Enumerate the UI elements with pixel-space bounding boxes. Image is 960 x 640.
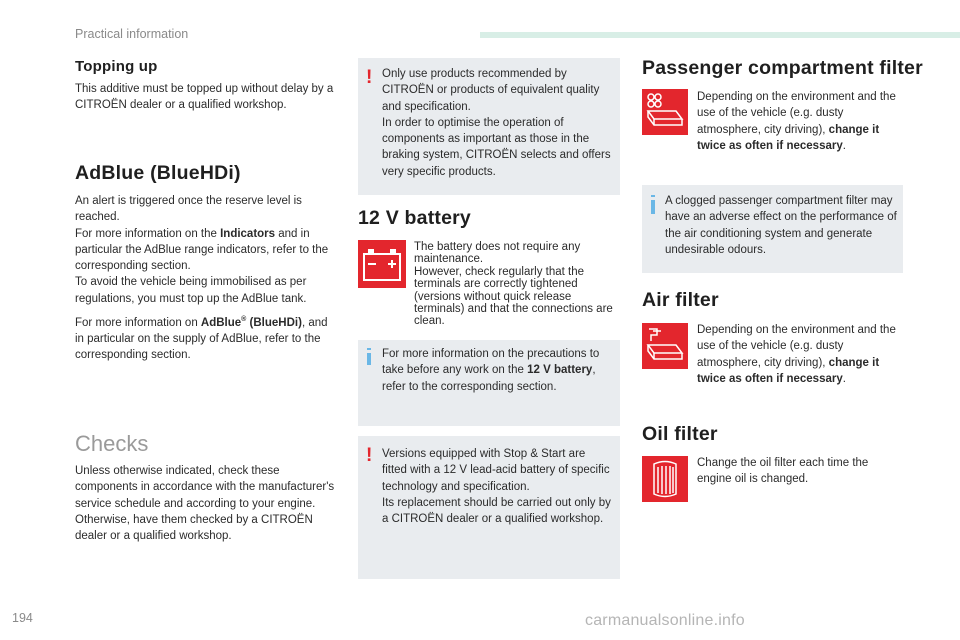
oil-filter-icon [642,456,688,502]
adblue-tank-text: To avoid the vehicle being immobilised as per regulations, you must top up the AdBlue tank. [75,276,307,305]
watermark: carmanualsonline.info [585,612,745,629]
info-icon [367,353,371,365]
adblue-paragraph-1 [75,193,337,307]
checks-heading: Checks [75,431,149,456]
checks-text: Unless otherwise indicated, check these components in accordance with the manufacturer's service schedule and according to your engine. Otherwise, have them checked by a CITROËN dealer or a qualified workshop. [75,465,335,543]
info-icon [651,200,655,214]
topping-up-heading: Topping up [75,58,158,75]
header-bar [480,32,960,38]
air-filter-text: Depending on the environment and the use of the vehicle (e.g. dusty atmosphere, city driving), change it twice as often if necessary. [697,324,896,385]
adblue-alert-text: An alert is triggered once the reserve level is reached. [75,195,302,224]
battery-text: The battery does not require any maintenance. However, check regularly that the terminals are correctly tightened (versions without quick release terminals) and that the connections are clean. [414,241,613,328]
air-filter-icon [642,323,688,369]
cabin-filter-heading: Passenger compartment filter [642,57,923,79]
info-box-cabin-filter: A clogged passenger compartment filter may have an adverse effect on the performance of the air conditioning system and generate undesirable odours. [642,185,903,273]
cabin-filter-text: Depending on the environment and the use of the vehicle (e.g. dusty atmosphere, city driving), change it twice as often if necessary. [697,91,896,152]
warning-box-products: ! Only use products recommended by CITROËN or products of equivalent quality and specification. In order to optimise the operation of components as important as those in the braking system, CITROËN selects and offers very specific products. [358,58,620,195]
page-number: 194 [12,611,33,625]
battery-icon [358,240,406,288]
battery-heading: 12 V battery [358,207,471,229]
air-filter-heading: Air filter [642,289,719,311]
oil-filter-text: Change the oil filter each time the engine oil is changed. [697,457,869,486]
section-title: Practical information [75,27,189,41]
exclamation-icon: ! [366,445,373,466]
exclamation-icon: ! [366,67,373,88]
cabin-filter-icon [642,89,688,135]
info-box-battery: For more information on the precautions to take before any work on the 12 V battery, refer to the corresponding section. [358,340,620,426]
adblue-heading: AdBlue (BlueHDi) [75,162,241,184]
warning-box-stop-start: ! Versions equipped with Stop & Start are fitted with a 12 V lead-acid battery of specific technology and specification. Its replacement should be carried out only by a CITROËN dealer or a qualified workshop. [358,436,620,579]
topping-up-text: This additive must be topped up without delay by a CITROËN dealer or a qualified workshop. [75,83,334,112]
oil-filter-heading: Oil filter [642,423,718,445]
adblue-paragraph-2: For more information on AdBlue® (BlueHDi), and in particular on the supply of AdBlue, refer to the corresponding section. [75,316,328,362]
adblue-indicators-text: For more information on the Indicators and in particular the AdBlue range indicators, refer to the corresponding section. [75,227,329,273]
